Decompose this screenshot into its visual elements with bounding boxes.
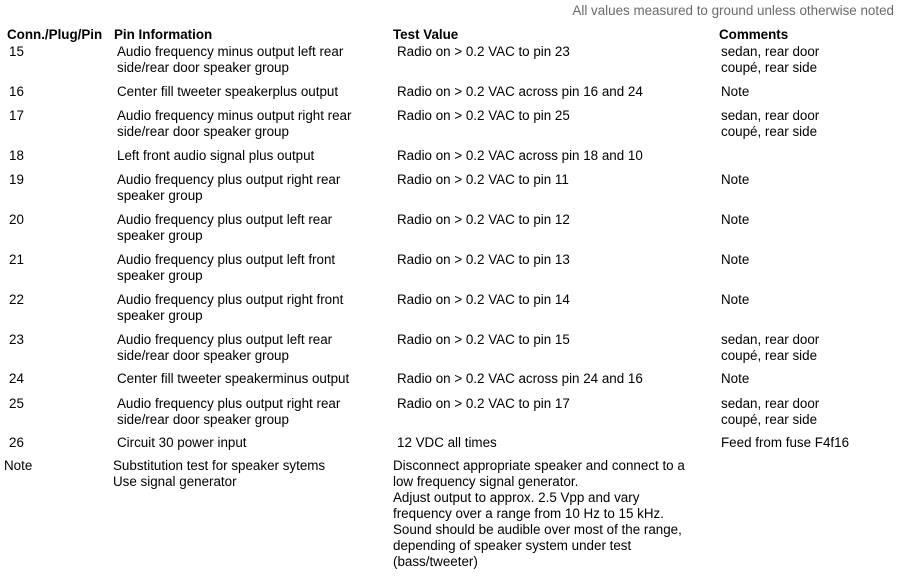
comments-cell: Note [721,252,750,267]
test-value-cell: Radio on > 0.2 VAC to pin 14 [397,292,570,307]
comments-cell: Note [721,84,750,99]
column-header-pin-information: Pin Information [114,27,213,42]
pin-info-cell: Audio frequency plus output right rear speaker group [117,172,341,203]
pin-cell: 26 [9,435,24,450]
pin-cell: 15 [9,44,24,59]
test-value-cell: Radio on > 0.2 VAC to pin 17 [397,396,570,411]
test-value-cell: Radio on > 0.2 VAC to pin 11 [397,172,569,187]
pin-info-cell: Audio frequency minus output left rear side/rear door speaker group [117,44,344,75]
pin-info-cell: Center fill tweeter speakerminus output [117,371,350,386]
comments-cell: Note [721,212,750,227]
test-value-cell: Radio on > 0.2 VAC to pin 12 [397,212,570,227]
pin-cell: 19 [9,172,24,187]
comments-cell: Note [721,172,750,187]
pin-info-cell: Circuit 30 power input [117,435,247,450]
comments-cell: sedan, rear door coupé, rear side [721,396,820,427]
pin-cell: 21 [9,252,24,267]
pin-info-cell: Center fill tweeter speakerplus output [117,84,339,99]
comments-cell: Feed from fuse F4f16 [721,435,850,450]
column-header-pin: Conn./Plug/Pin [7,27,103,42]
measurement-note: All values measured to ground unless otherwise noted [572,3,894,18]
pin-info-cell: Audio frequency plus output left rear speaker group [117,212,333,243]
pin-cell: 20 [9,212,24,227]
note-procedure-cell: Disconnect appropriate speaker and connect to a low frequency signal generator. Adjust output to approx. 2.5 Vpp and vary frequency over a range from 10 Hz to 15 kHz. Sound should be audible over most of the range, depending of speaker system under test (bass/tweeter) [393,458,685,569]
pin-cell: 24 [9,371,24,386]
comments-cell: sedan, rear door coupé, rear side [721,44,820,75]
comments-cell: sedan, rear door coupé, rear side [721,332,820,363]
test-value-cell: Radio on > 0.2 VAC to pin 25 [397,108,570,123]
note-info-cell: Substitution test for speaker sytems Use signal generator [113,458,326,489]
pin-info-cell: Audio frequency plus output right front speaker group [117,292,344,323]
test-value-cell: Radio on > 0.2 VAC across pin 24 and 16 [397,371,643,386]
test-value-cell: Radio on > 0.2 VAC to pin 15 [397,332,570,347]
pin-info-cell: Audio frequency plus output left front speaker group [117,252,336,283]
pin-cell: 25 [9,396,24,411]
pin-cell: 23 [9,332,24,347]
test-value-cell: Radio on > 0.2 VAC across pin 18 and 10 [397,148,643,163]
pin-cell: 18 [9,148,24,163]
test-value-cell: Radio on > 0.2 VAC across pin 16 and 24 [397,84,643,99]
test-value-cell: Radio on > 0.2 VAC to pin 13 [397,252,570,267]
pin-info-cell: Audio frequency plus output left rear side/rear door speaker group [117,332,333,363]
comments-cell: Note [721,292,750,307]
pin-cell: 22 [9,292,24,307]
comments-cell: sedan, rear door coupé, rear side [721,108,820,139]
comments-cell: Note [721,371,750,386]
pin-cell: 16 [9,84,24,99]
test-value-cell: 12 VDC all times [397,435,497,450]
pin-cell: 17 [9,108,24,123]
pin-info-cell: Audio frequency plus output right rear side/rear door speaker group [117,396,341,427]
column-header-test-value: Test Value [393,27,459,42]
test-value-cell: Radio on > 0.2 VAC to pin 23 [397,44,570,59]
note-label: Note [4,458,33,473]
pin-info-cell: Audio frequency minus output right rear side/rear door speaker group [117,108,352,139]
column-header-comments: Comments [719,27,789,42]
pin-info-cell: Left front audio signal plus output [117,148,315,163]
